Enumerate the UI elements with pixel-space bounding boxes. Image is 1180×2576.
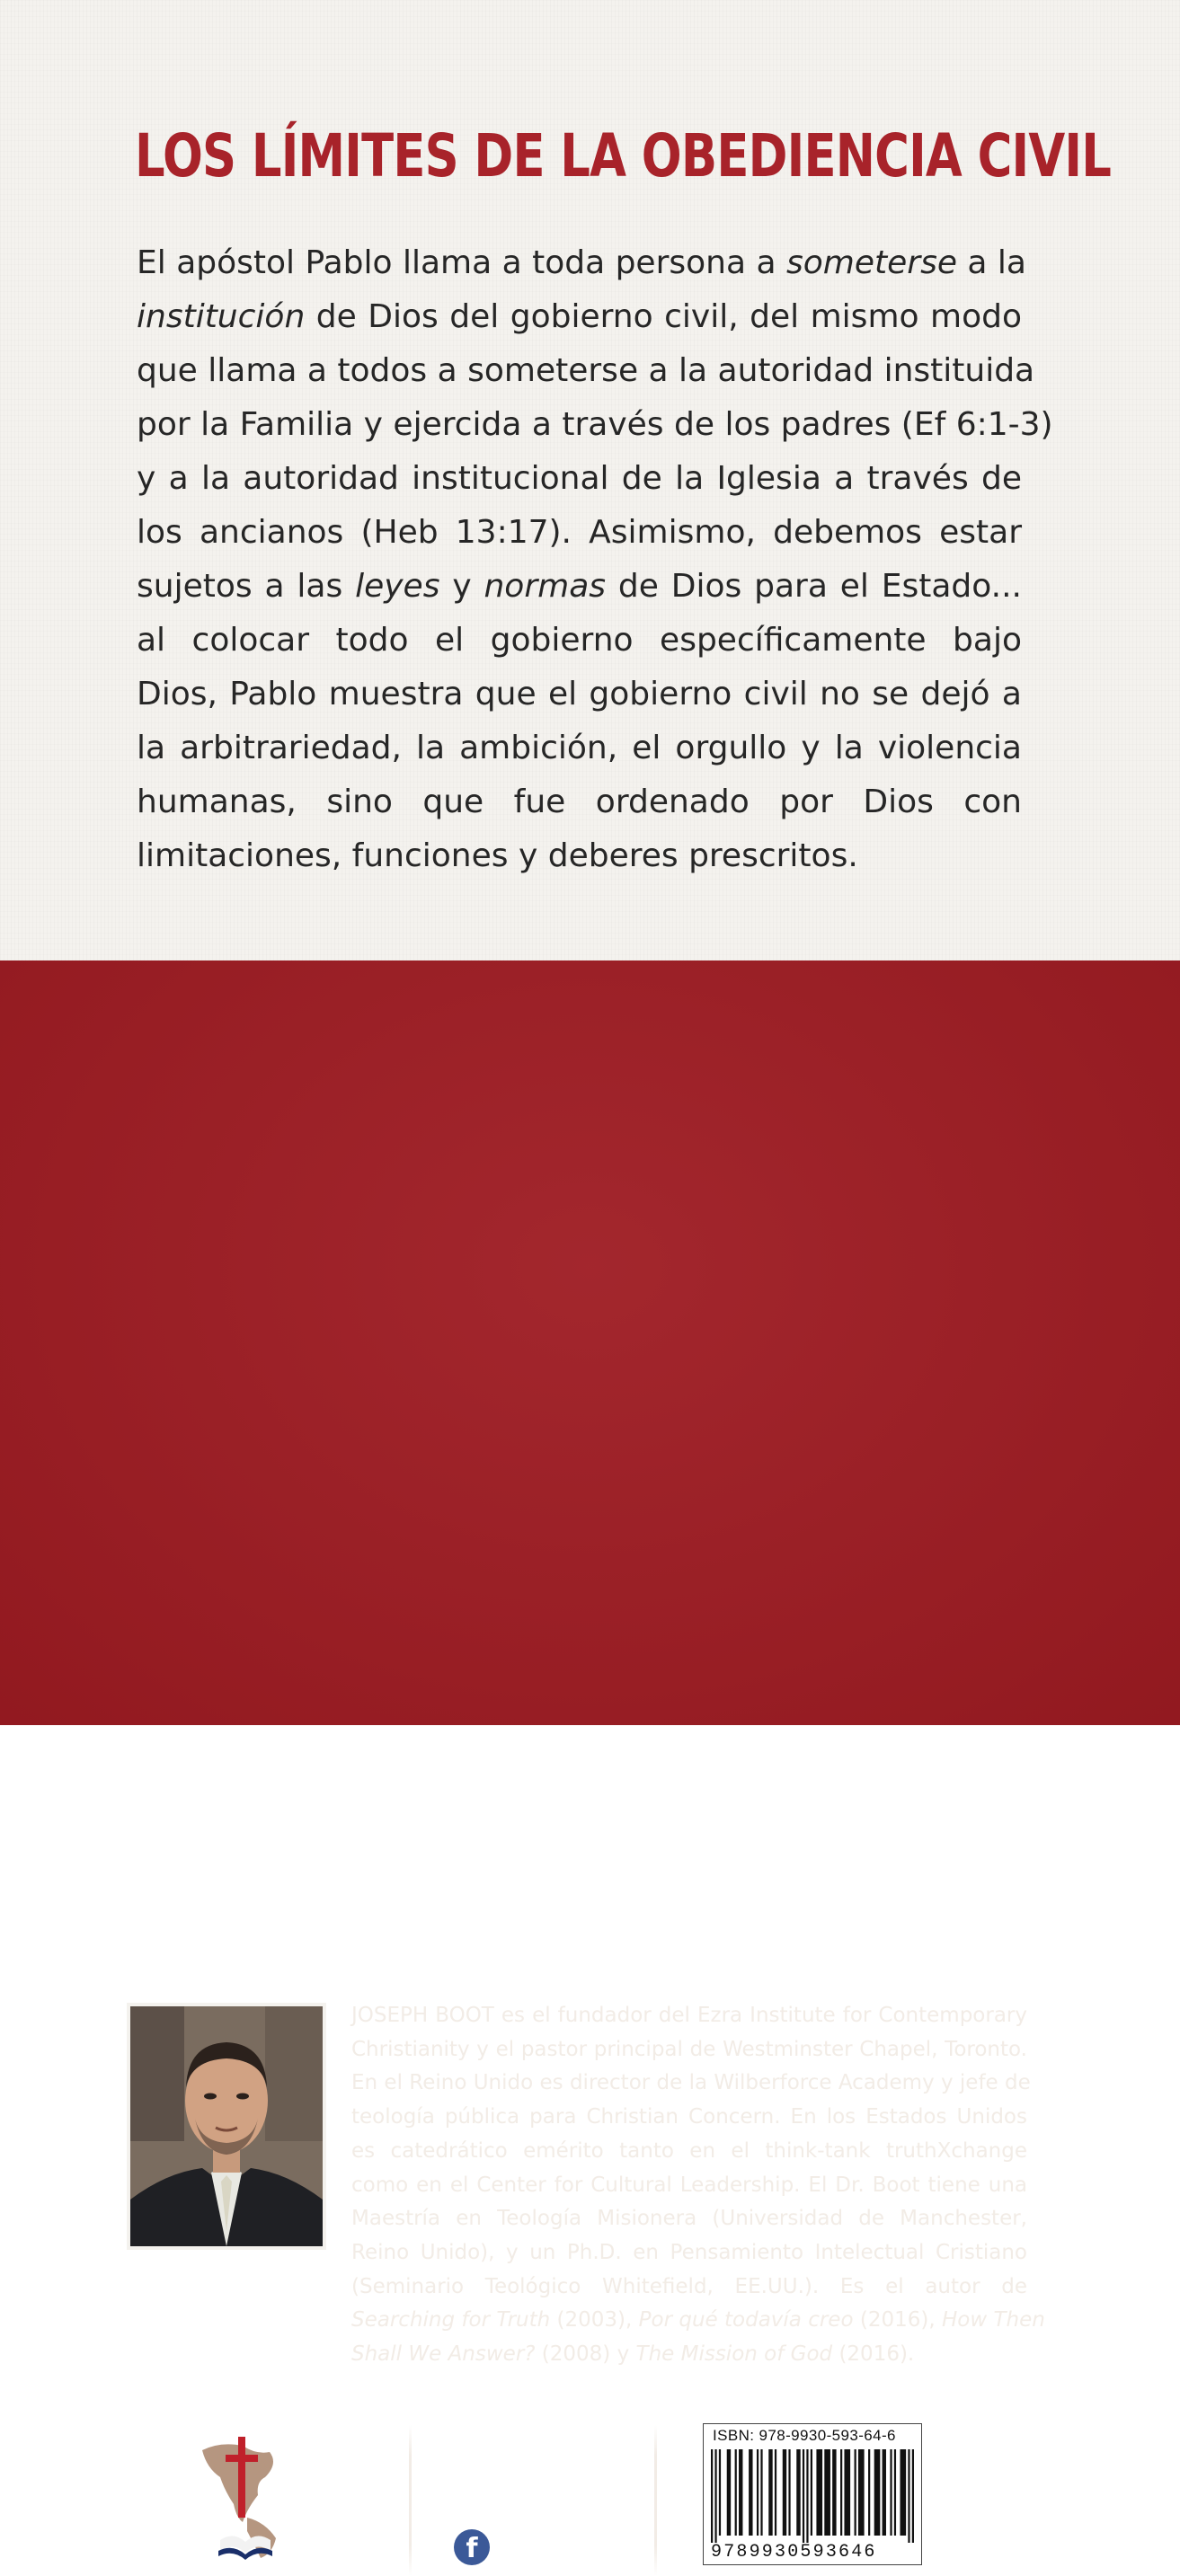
- bio-line: [351, 2135, 1027, 2169]
- synopsis-text: Dios, Pablo muestra que el gobierno civil no se dejó a: [137, 676, 1022, 713]
- divider-left: [409, 2425, 412, 2576]
- bio-line: [351, 2271, 1027, 2305]
- bio-text: como en el Center for Cultural Leadership. El Dr. Boot tiene una: [351, 2173, 1027, 2197]
- synopsis-text: limitaciones, funciones y deberes prescritos.: [137, 837, 858, 874]
- barcode-bar: [855, 2449, 856, 2536]
- barcode-bar: [735, 2449, 737, 2536]
- synopsis-text: El apóstol Pablo llama a toda persona a: [137, 244, 786, 281]
- barcode-bar: [874, 2449, 881, 2536]
- synopsis-line: [137, 829, 1022, 883]
- top-panel: [0, 0, 1180, 960]
- synopsis-text: los ancianos (Heb 13:17). Asimismo, debemos estar: [137, 514, 1022, 551]
- divider-right: [654, 2425, 657, 2576]
- bio-text: JOSEPH BOOT es el fundador del Ezra Institute for Contemporary: [351, 2004, 1027, 2027]
- synopsis-line: [137, 668, 1022, 721]
- bio-text: (2008) y: [535, 2342, 636, 2367]
- synopsis-text: por la Familia y ejercida a través de los padres (Ef 6:1-3): [137, 406, 1053, 443]
- synopsis-italic-text: institución: [137, 298, 306, 335]
- barcode-bar: [811, 2449, 812, 2536]
- isbn-label: ISBN: 978-9930-593-64-6: [713, 2427, 896, 2444]
- barcode-bar: [788, 2449, 790, 2536]
- synopsis-text: [137, 236, 1053, 883]
- synopsis-text: de Dios del gobierno civil, del mismo modo: [305, 298, 1022, 335]
- barcode-bar: [890, 2449, 892, 2536]
- synopsis-line: [137, 344, 1035, 398]
- synopsis-text: y a la autoridad institucional de la Iglesia a través de: [137, 460, 1022, 497]
- website-link[interactable]: www.clir.net: [454, 2427, 623, 2459]
- bio-text: Reino Unido), y un Ph.D. en Pensamiento Intelectual Cristiano: [351, 2240, 1027, 2264]
- clir-logo-text: CLIR: [297, 2481, 350, 2508]
- barcode-bar: [711, 2449, 713, 2543]
- barcode-bars: [711, 2449, 914, 2543]
- barcode-bar: [757, 2449, 759, 2536]
- bio-text: (2016).: [832, 2342, 915, 2367]
- bio-line: [351, 2101, 1027, 2135]
- bio-text: es catedrático emérito tanto en el think-tank truthXchange: [351, 2138, 1027, 2163]
- barcode-bar: [908, 2449, 909, 2543]
- synopsis-line: [137, 236, 1026, 290]
- barcode-bar: [783, 2449, 786, 2536]
- bio-text: (2016),: [853, 2308, 942, 2333]
- bio-italic-text: Shall We Answer?: [351, 2342, 536, 2367]
- social-handle: EditorialCLIR: [495, 2535, 633, 2560]
- synopsis-text: al colocar todo el gobierno específicamente bajo: [137, 622, 1022, 659]
- bio-line: [351, 2067, 1031, 2101]
- barcode-bar: [803, 2449, 804, 2543]
- author-bio: [351, 1999, 1045, 2372]
- barcode-bar: [832, 2449, 836, 2536]
- synopsis-text: humanas, sino que fue ordenado por Dios con: [137, 783, 1022, 820]
- synopsis-italic-text: someterse: [786, 244, 957, 281]
- isbn-barcode: [703, 2423, 922, 2565]
- barcode-bar: [796, 2449, 800, 2536]
- synopsis-text: de Dios para el Estado...: [606, 568, 1022, 605]
- synopsis-line: [137, 506, 1022, 560]
- barcode-bar: [816, 2449, 822, 2536]
- barcode-bar: [768, 2449, 772, 2536]
- synopsis-line: [137, 290, 1022, 344]
- bio-text: En el Reino Unido es director de la Wilberforce Academy y jefe de: [351, 2071, 1031, 2095]
- synopsis-italic-text: normas: [484, 568, 607, 605]
- bio-text: (2003),: [550, 2308, 639, 2333]
- social-link[interactable]: [454, 2529, 647, 2565]
- synopsis-text: la arbitrariedad, la ambición, el orgullo y la violencia: [137, 730, 1022, 766]
- synopsis-text: y: [439, 568, 484, 605]
- bio-line: [351, 2169, 1027, 2203]
- bio-italic-text: Searching for Truth: [351, 2308, 551, 2333]
- bio-text: (Seminario Teológico Whitefield, EE.UU.). Es el autor de: [351, 2274, 1027, 2298]
- synopsis-text: sujetos a las: [137, 568, 356, 605]
- barcode-bar: [775, 2449, 776, 2536]
- bio-text: Maestría en Teología Misionera (Universidad de Manchester,: [351, 2207, 1027, 2231]
- synopsis-text: que llama a todos a someterse a la autoridad instituida: [137, 352, 1035, 389]
- barcode-bar: [894, 2449, 896, 2536]
- barcode-bar: [912, 2449, 914, 2543]
- barcode-bar: [749, 2449, 752, 2536]
- book-title: LOS LÍMITES DE LA OBEDIENCIA CIVIL: [135, 121, 1112, 190]
- bottom-panel: [0, 960, 1180, 2564]
- bio-italic-text: How Then: [941, 2308, 1045, 2333]
- barcode-bar: [714, 2449, 716, 2543]
- bio-text: Christianity y el pastor principal de Westminster Chapel, Toronto.: [351, 2037, 1027, 2061]
- synopsis-line: [137, 721, 1022, 775]
- contact-block: [454, 2423, 647, 2565]
- follow-label: Síguenos en:: [454, 2500, 560, 2518]
- bio-line: [351, 1999, 1027, 2033]
- bio-line: [351, 2304, 1045, 2338]
- bio-text: teología pública para Christian Concern. En los Estados Unidos: [351, 2105, 1027, 2129]
- clir-logo: [193, 2432, 382, 2567]
- synopsis-line: [137, 452, 1022, 506]
- barcode-bar: [858, 2449, 865, 2536]
- barcode-bar: [900, 2449, 906, 2536]
- isbn-digits: 9789930593646: [711, 2542, 877, 2563]
- synopsis-text: a la: [956, 244, 1026, 281]
- bio-line: [351, 2033, 1027, 2067]
- bio-line: [351, 2202, 1027, 2236]
- bio-italic-text: Por qué todavía creo: [638, 2308, 854, 2333]
- barcode-bar: [844, 2449, 850, 2536]
- bio-line: [351, 2236, 1027, 2271]
- barcode-bar: [760, 2449, 762, 2536]
- barcode-bar: [840, 2449, 842, 2536]
- synopsis-line: [137, 775, 1022, 829]
- barcode-bar: [806, 2449, 808, 2543]
- facebook-icon: f: [454, 2529, 490, 2565]
- author-photo: [127, 2003, 326, 2250]
- barcode-bar: [727, 2449, 731, 2536]
- barcode-bar: [883, 2449, 886, 2536]
- bio-line: [351, 2338, 1027, 2372]
- barcode-bar: [739, 2449, 742, 2536]
- bio-italic-text: The Mission of God: [635, 2342, 833, 2367]
- synopsis-line: [137, 398, 1053, 452]
- synopsis-line: [137, 560, 1022, 614]
- barcode-bar: [719, 2449, 721, 2536]
- synopsis-italic-text: leyes: [355, 568, 440, 605]
- barcode-bar: [868, 2449, 870, 2536]
- email-link[interactable]: info@clir.net: [454, 2466, 583, 2490]
- synopsis-line: [137, 614, 1022, 668]
- barcode-bar: [824, 2449, 830, 2536]
